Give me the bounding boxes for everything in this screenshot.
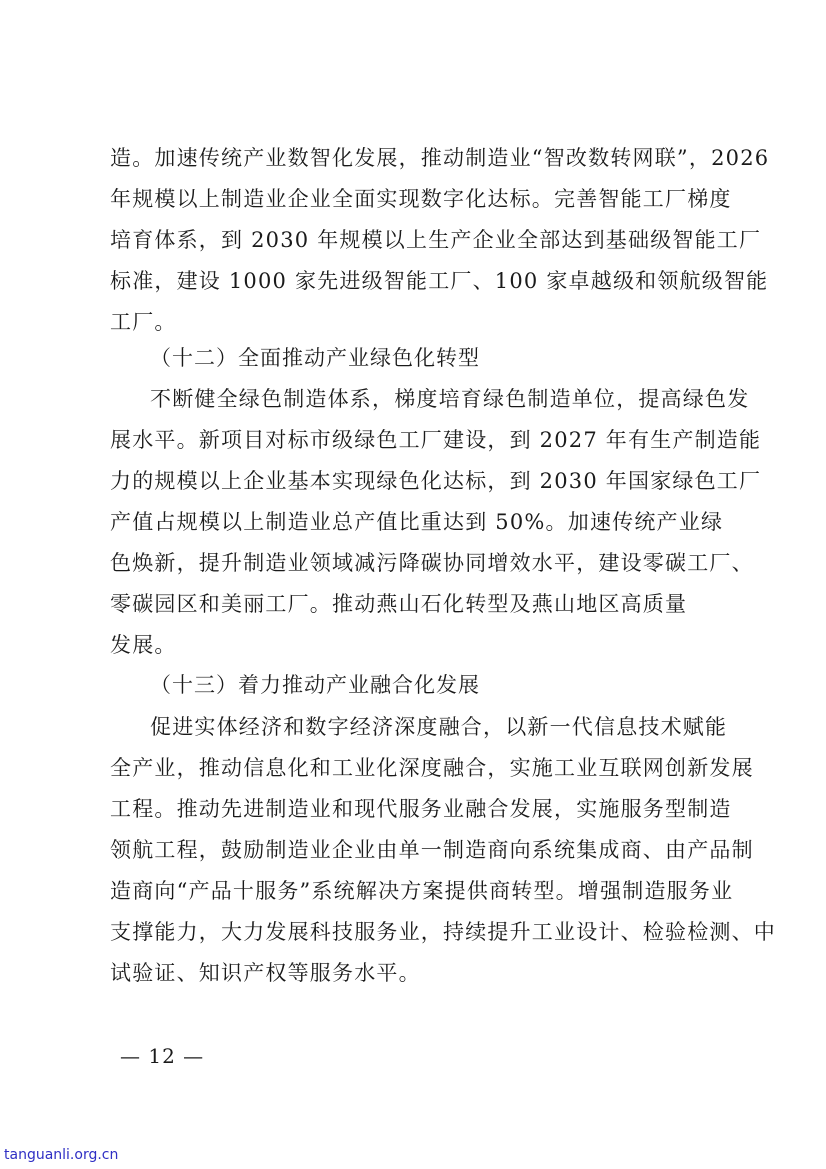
section-heading-13: （十三）着力推动产业融合化发展: [150, 673, 480, 697]
paragraph-line: 力的规模以上企业基本实现绿色化达标，到 2030 年国家绿色工厂: [110, 469, 762, 493]
paragraph-line: 造。加速传统产业数智化发展，推动制造业“智改数转网联”，2026: [110, 146, 770, 170]
paragraph-line: 标准，建设 1000 家先进级智能工厂、100 家卓越级和领航级智能: [110, 269, 769, 293]
paragraph-line: 支撑能力，大力发展科技服务业，持续提升工业设计、检验检测、中: [110, 920, 776, 944]
paragraph-line: 工程。推动先进制造业和现代服务业融合发展，实施服务型制造: [110, 797, 732, 821]
section-heading-12: （十二）全面推动产业绿色化转型: [150, 346, 480, 370]
paragraph-line: 造商向“产品十服务”系统解决方案提供商转型。增强制造服务业: [110, 879, 734, 903]
paragraph-line: 零碳园区和美丽工厂。推动燕山石化转型及燕山地区高质量: [110, 592, 688, 616]
paragraph-line: 促进实体经济和数字经济深度融合，以新一代信息技术赋能: [150, 715, 728, 739]
paragraph-line: 发展。: [110, 633, 177, 657]
paragraph-line: 色焕新，提升制造业领域减污降碳协同增效水平，建设零碳工厂、: [110, 551, 754, 575]
paragraph-line: 试验证、知识产权等服务水平。: [110, 961, 421, 985]
paragraph-line: 年规模以上制造业企业全面实现数字化达标。完善智能工厂梯度: [110, 187, 732, 211]
paragraph-line: 产值占规模以上制造业总产值比重达到 50%。加速传统产业绿: [110, 510, 724, 534]
paragraph-line: 领航工程，鼓励制造业企业由单一制造商向系统集成商、由产品制: [110, 838, 754, 862]
page-number: — 12 —: [120, 1044, 205, 1068]
watermark-text: tanguanli.org.cn: [4, 1147, 119, 1163]
paragraph-line: 培育体系，到 2030 年规模以上生产企业全部达到基础级智能工厂: [110, 228, 762, 252]
paragraph-line: 展水平。新项目对标市级绿色工厂建设，到 2027 年有生产制造能: [110, 428, 762, 452]
paragraph-line: 不断健全绿色制造体系，梯度培育绿色制造单位，提高绿色发: [150, 387, 750, 411]
paragraph-line: 全产业，推动信息化和工业化深度融合，实施工业互联网创新发展: [110, 756, 754, 780]
paragraph-line: 工厂。: [110, 310, 177, 334]
